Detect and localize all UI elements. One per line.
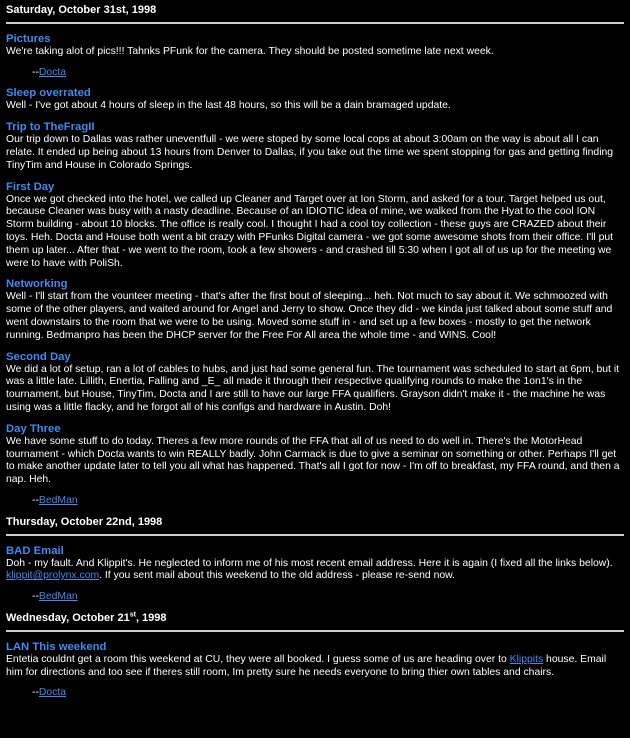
- entry-body-text: Doh - my fault. And Klippit's. He neglected to inform me of his most recent email address. Here it is again (I fixed all the links below).: [6, 557, 613, 569]
- date-year: , 1998: [135, 611, 167, 624]
- signature-dash: --: [32, 494, 39, 506]
- entry-title: BAD Email: [6, 544, 64, 557]
- entry-signature: [32, 495, 624, 508]
- entry-signature: [32, 591, 624, 604]
- entry-signature: [32, 67, 624, 80]
- entry-title: Day Three: [6, 422, 61, 435]
- divider: [6, 630, 624, 632]
- date-header: Saturday, October 31st, 1998: [6, 4, 157, 16]
- entry-body: Our trip down to Dallas was rather uneventfull - we were stoped by some local cops at about 3:00am on the way is about all I can relate. It ended up being about 13 hours from Denver to Dallas, if you take out the time we spent stopping for gas and getting finding TinyTim and House in Colorado Springs.: [6, 134, 614, 171]
- date-text: Wednesday, October 21: [6, 611, 130, 624]
- email-link[interactable]: klippit@prolynx.com: [6, 570, 100, 582]
- entry-title: Pictures: [6, 32, 51, 45]
- entry-body: Well - I'll start from the vounteer meeting - that's after the first bout of sleeping... heh. Not much to say about it. We schmoozed with some of the other players, and waited around for Angel and Jerry to show. Once they did - we kinda just talked about some stuff and went downstairs to the room that we were to be using. Moved some stuff in - and set up a few boxes - mostly to get the network running. Bedmanpro has been the DHCP server for the Free For All area the whole time - and WINS. Cool!: [6, 291, 613, 341]
- date-header: Thursday, October 22nd, 1998: [6, 515, 163, 528]
- entry-body-text: Entetia couldnt get a room this weekend at CU, they were all booked. I guess some of us are heading over to: [6, 653, 510, 665]
- author-link-bedman[interactable]: BedMan: [38, 494, 78, 506]
- entry-body: Once we got checked into the hotel, we called up Cleaner and Target over at Ion Storm, and asked for a tour. Target helped us out, because Cleaner was busy with a nasty deadline. Because of an IDIOTIC idea of mine, we walked from the Hyat to the cool ION Storm building - about 10 blocks. The office is really cool. I thought I had a cool toy collection - these guys are CRAZED about their toys. Heh. Docta and House both went a bit crazy with PFunks Digital camera - we got some awesome shots from their office. I'll put them up later... After that - we went to the room, took a few showers - and crashed till 5:30 when I got all of us up for the meeting we were to have with PoliSh.: [6, 193, 614, 269]
- signature-dash: --: [32, 66, 39, 78]
- entry-body-text: house. Email him for directions and too see if theres still room, Im pretty sure he needs everyone to bring thier own tables and chairs.: [6, 653, 607, 678]
- signature-dash: --: [32, 687, 39, 699]
- entry-title: Sleep overrated: [6, 87, 91, 100]
- author-link-bedman[interactable]: BedMan: [38, 591, 78, 603]
- divider: [6, 22, 624, 24]
- author-link-docta[interactable]: Docta: [38, 687, 67, 699]
- entry-title: Networking: [6, 278, 68, 291]
- signature-dash: --: [32, 591, 39, 603]
- date-header: [6, 612, 624, 625]
- divider: [6, 534, 624, 536]
- author-link-docta[interactable]: Docta: [38, 66, 67, 78]
- klippits-link[interactable]: Klippits: [509, 653, 544, 665]
- entry-title: First Day: [6, 180, 55, 193]
- entry-body: [6, 558, 624, 584]
- entry-body-text: . If you sent mail about this weekend to the old address - please re-send now.: [99, 570, 455, 582]
- entry-signature: [32, 687, 624, 700]
- entry-body: We're taking alot of pics!!! Tahnks PFunk for the camera. They should be posted sometime late next week.: [6, 45, 494, 57]
- entry-body: We have some stuff to do today. Theres a few more rounds of the FFA that all of us need to do well in. There's the MotorHead tournament - which Docta wants to win REALLY badly. John Carmack is due to give a seminar on something or other. Perhaps I'll get to make another update later to tell you all what has happened. That's all I got for now - I'm off to breakfast, my FFA round, and then a nap. Heh.: [6, 435, 620, 486]
- entry-title: LAN This weekend: [6, 640, 107, 653]
- entry-body: Well - I've got about 4 hours of sleep in the last 48 hours, so this will be a dain bramaged update.: [6, 100, 451, 112]
- entry-title: Second Day: [6, 350, 71, 363]
- entry-title: Trip to TheFragII: [6, 121, 95, 134]
- date-ordinal: st: [129, 611, 136, 619]
- entry-body: We did a lot of setup, ran a lot of cables to hubs, and just had some general fun. The tournament was scheduled to start at 6pm, but it was a little late. Lillith, Enertia, Falling and _E_ all made it through their respective qualifying rounds to make the 1on1's in the tournament, but House, TinyTim, Docta and I are still to have our large FFA qualifiers. Grayson didn't make it - the machine he was using was a little flacky, and he forgot all of his configs and hardware in Austin. Doh!: [6, 363, 620, 413]
- entry-body: [6, 654, 624, 680]
